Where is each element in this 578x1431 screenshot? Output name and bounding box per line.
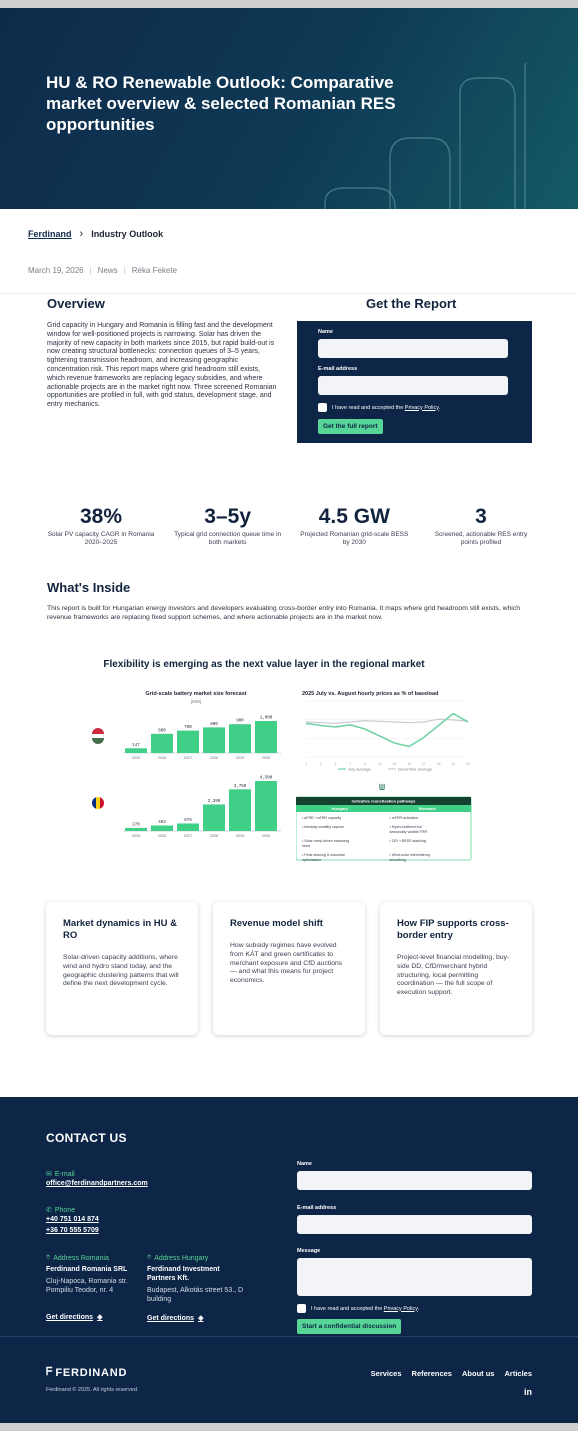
footer-nav — [371, 1369, 532, 1378]
tick-label: 11 — [377, 762, 382, 766]
email-label: E-mail address — [297, 1205, 337, 1211]
whats-inside-text: This report is built for Hungarian energy investors and developers evaluating cross-border entry into Romania. It maps where grid headroom still exists, which revenue frameworks are replacing fixed support schemes, and where actionable projects are in the market now. — [47, 605, 520, 621]
contact-form — [297, 1159, 532, 1334]
consent-text: I have read and accepted the Privacy Policy. — [311, 1305, 420, 1312]
divider — [0, 293, 578, 294]
browser-bottom-bar — [0, 1423, 578, 1431]
bar — [203, 727, 225, 753]
data-label: 493 — [158, 821, 166, 826]
get-report-button[interactable]: Get the full report — [318, 419, 383, 434]
nav-references[interactable]: References — [411, 1369, 452, 1378]
tick-label: 2026 — [157, 756, 167, 760]
stat-item — [173, 505, 283, 547]
email-input[interactable] — [318, 376, 508, 395]
table-cell: smoothing — [389, 858, 407, 862]
name-label: Name — [297, 1161, 312, 1167]
company-address: Budapest, Alkotás street 53., D building — [147, 1287, 244, 1303]
feature-card — [46, 902, 198, 1035]
data-label: 900 — [236, 719, 244, 724]
meta-divider: | — [89, 266, 92, 275]
stat-label: Screened, actionable RES entry points profiled — [434, 531, 528, 546]
privacy-policy-link[interactable]: Privacy Policy — [383, 1305, 418, 1312]
price-chart-and-table — [296, 683, 476, 863]
card-text: How subsidy regimes have evolved from KÁT and green certificates to merchant exposure and CfD auctions — and what this means for project economics. — [230, 942, 343, 985]
flag-stripe — [92, 738, 104, 744]
bar — [151, 734, 173, 753]
logo-mark-icon: ᗯ — [379, 783, 385, 792]
phone-icon: ✆ — [46, 1207, 52, 1214]
table-cell: • Wind-solar intermittency — [389, 853, 431, 857]
data-label: 278 — [132, 823, 140, 828]
data-label: 4,500 — [259, 776, 273, 781]
address-romania-block — [46, 1254, 141, 1321]
bar — [255, 781, 277, 831]
location-pin-icon: ⌾ — [147, 1254, 152, 1261]
bar — [177, 731, 199, 753]
address-label: ⌾ Address Hungary — [147, 1254, 209, 1262]
table-cell: • mFRR activation — [389, 816, 419, 820]
data-label: 147 — [132, 743, 140, 748]
consent-text: I have read and accepted the Privacy Policy. — [332, 404, 441, 411]
stat-value: 3–5y — [204, 505, 252, 528]
stat-value: 4.5 GW — [318, 505, 390, 528]
consent-checkbox[interactable] — [297, 1304, 306, 1313]
romania-flag-icon — [92, 797, 104, 809]
data-label: 600 — [158, 729, 166, 734]
contact-email-input[interactable] — [297, 1215, 532, 1234]
chevron-right-icon: › — [79, 228, 84, 240]
table-title: Indicative monetisation pathways — [351, 798, 416, 804]
company-address: Cluj-Napoca, Romania str. Pompiliu Teodor, nr. 4 — [46, 1278, 128, 1294]
feature-card — [213, 902, 365, 1035]
footer-divider — [0, 1336, 578, 1337]
bar — [151, 826, 173, 831]
company-name: Ferdinand Investment Partners Kft. — [147, 1266, 220, 1282]
tick-label: 2025 — [131, 834, 141, 838]
contact-email-block — [46, 1170, 148, 1189]
legend-label: December average — [398, 766, 433, 772]
article-meta — [28, 266, 177, 275]
table-cell: seasonally volatile FRR — [389, 830, 428, 834]
article-author: Réka Fekete — [131, 266, 178, 275]
meta-divider: | — [123, 266, 126, 275]
nav-articles[interactable]: Articles — [504, 1369, 532, 1378]
name-input[interactable] — [318, 339, 508, 358]
card-title: How FIP supports cross-border entry — [397, 918, 509, 941]
table-cell: • Peak shaving & industrial — [302, 853, 345, 857]
contact-section — [0, 1097, 578, 1423]
flag-stripe — [92, 728, 104, 734]
tick-label: 19 — [436, 762, 441, 766]
hero-banner — [0, 8, 578, 209]
contact-phone-block — [46, 1206, 99, 1236]
ferdinand-logo[interactable]: ᖴ FERDINAND — [46, 1366, 128, 1379]
article-date: March 19, 2026 — [28, 266, 84, 275]
chart-title: Grid-scale battery market size forecast — [145, 691, 247, 697]
bar — [255, 721, 277, 753]
page-content — [0, 209, 578, 1097]
breadcrumb-current: Industry Outlook — [91, 229, 164, 239]
bar — [125, 828, 147, 831]
company-name: Ferdinand Romania SRL — [46, 1266, 128, 1273]
stat-item — [46, 505, 156, 547]
card-text: Solar-driven capacity additions, where wind and hydro stand today, and the geographic clustering patterns that will define the next development cycle. — [63, 954, 179, 988]
breadcrumb — [28, 228, 163, 240]
table-cell: optimisation — [302, 858, 322, 862]
data-label: 1,000 — [259, 716, 273, 721]
tick-label: 15 — [407, 762, 412, 766]
address-label: ⌾ Address Romania — [46, 1254, 109, 1262]
bar — [229, 724, 251, 753]
data-label: 2,390 — [207, 799, 221, 804]
email-label: E-mail address — [318, 366, 358, 372]
table-cell: • Intraday volatility capture — [302, 825, 345, 829]
address-hungary-block — [147, 1254, 247, 1322]
feature-card — [380, 902, 532, 1035]
report-form — [297, 321, 532, 443]
nav-services[interactable]: Services — [370, 1369, 402, 1378]
name-label: Name — [318, 329, 333, 335]
directions-icon: ◈ — [97, 1314, 103, 1321]
tick-label: 21 — [451, 762, 456, 766]
overview-heading: Overview — [47, 296, 105, 311]
message-label: Message — [297, 1248, 321, 1254]
data-label: 3,750 — [233, 784, 247, 789]
contact-heading: CONTACT US — [46, 1131, 127, 1145]
table-cell: • CfD + BESS stacking — [389, 839, 426, 843]
logo-mark-icon: ᖴ — [46, 1366, 54, 1378]
phone-link[interactable]: +36 70 555 5709 — [46, 1227, 99, 1234]
table-header-bar — [296, 805, 471, 812]
legend-label: July average — [348, 766, 371, 772]
stat-label: Solar PV capacity CAGR in Romania 2020–2025 — [47, 531, 155, 546]
article-category: News — [97, 266, 118, 275]
phone-label: ✆ Phone — [46, 1206, 76, 1214]
tick-label: 7 — [349, 762, 352, 766]
table-header: Hungary — [331, 806, 348, 811]
phone-link[interactable]: +40 751 014 874 — [46, 1216, 99, 1223]
tick-label: 2027 — [183, 756, 193, 760]
bar — [203, 804, 225, 831]
hero-decoration-graphic — [300, 63, 578, 209]
table-header: Romania — [418, 806, 436, 811]
tick-label: 2028 — [209, 756, 219, 760]
table-cell: • Solar ramp-driven balancing — [302, 839, 350, 843]
flag-stripe — [96, 797, 100, 809]
mail-icon: ✉ — [46, 1171, 52, 1178]
chart-title: 2025 July vs. August hourly prices as % of baseload — [302, 691, 439, 697]
battery-bar-charts — [90, 683, 290, 843]
table-cell: need — [302, 844, 310, 848]
report-form-heading: Get the Report — [366, 296, 457, 311]
consent-checkbox[interactable] — [318, 403, 327, 412]
data-label: 678 — [184, 818, 192, 823]
directions-icon: ◈ — [198, 1315, 204, 1322]
linkedin-icon[interactable]: in — [524, 1387, 532, 1397]
tick-label: 2029 — [235, 834, 245, 838]
page-title: HU & RO Renewable Outlook: Comparative market overview & selected Romanian RES opportunities — [46, 73, 396, 134]
flexibility-heading: Flexibility is emerging as the next value layer in the regional market — [103, 659, 425, 670]
contact-name-input[interactable] — [297, 1171, 532, 1190]
start-discussion-button[interactable]: Start a confidential discussion — [297, 1319, 401, 1334]
location-pin-icon: ⌾ — [46, 1254, 51, 1261]
bar — [229, 789, 251, 831]
email-label: ✉ E-mail — [46, 1170, 75, 1178]
data-label: 700 — [184, 726, 192, 731]
consent-row — [318, 403, 511, 412]
data-label: 800 — [210, 722, 218, 727]
consent-row — [297, 1304, 532, 1313]
tick-label: 2030 — [261, 834, 271, 838]
bar — [125, 748, 147, 753]
nav-about[interactable]: About us — [461, 1369, 495, 1378]
card-text: Project-level financial modelling, buy-side DD, CfD/merchant hybrid structuring, local permitting coordination — the full scope of execution support. — [397, 954, 510, 997]
tick-label: 2030 — [261, 756, 271, 760]
chart-ylabel: [MW] — [190, 699, 202, 704]
stat-item — [299, 505, 409, 547]
table-cell: • aFRR / mFRR capacity — [302, 816, 342, 820]
bar — [177, 823, 199, 831]
message-textarea[interactable] — [297, 1258, 532, 1296]
tick-label: 23 — [466, 762, 470, 766]
stat-value: 38% — [79, 505, 123, 528]
tick-label: 2026 — [157, 834, 167, 838]
tick-label: 2025 — [131, 756, 141, 760]
feature-cards — [46, 902, 532, 1035]
tick-label: 2027 — [183, 834, 193, 838]
email-link[interactable]: office@ferdinandpartners.com — [46, 1180, 148, 1187]
overview-text: Grid capacity in Hungary and Romania is filling fast and the development window for well-positioned projects is narrowing. Solar has driven the majority of new capacity in both markets since 2015, but rapid build-out is now creating structural bottlenecks: connection queues of 3–5 years, tightening transmission headroom, and increasing geographic concentration risk. This report maps where grid headroom still exists, which revenue frameworks are replacing legacy subsidies, and where actionable projects are in the market right now. Three screened Romanian opportunities are profiled in full, with grid status, development stage, and entry mechanics. — [47, 322, 277, 409]
tick-label: 1 — [305, 762, 307, 766]
tick-label: 2029 — [235, 756, 245, 760]
browser-top-bar — [0, 0, 578, 8]
table-cell: • Hydro-buffered but — [389, 825, 422, 829]
tick-label: 2028 — [209, 834, 219, 838]
tick-label: 9 — [363, 762, 366, 766]
get-directions-link[interactable]: Get directions ◈ — [147, 1314, 204, 1322]
tick-label: 3 — [319, 762, 322, 766]
card-title: Revenue model shift — [230, 918, 323, 929]
get-directions-link[interactable]: Get directions ◈ — [46, 1313, 103, 1321]
hungary-flag-icon — [92, 728, 104, 744]
tick-label: 5 — [334, 762, 337, 766]
privacy-policy-link[interactable]: Privacy Policy — [404, 404, 439, 411]
copyright-text: Ferdinand © 2025. All rights reserved. — [46, 1387, 139, 1393]
breadcrumb-home-link[interactable]: Ferdinand — [28, 229, 72, 239]
whats-inside-heading: What's Inside — [47, 580, 131, 595]
stat-value: 3 — [475, 505, 487, 528]
series-line — [306, 714, 468, 747]
tick-label: 13 — [392, 762, 397, 766]
stat-label: Typical grid connection queue time in both markets — [174, 531, 282, 546]
tick-label: 17 — [421, 762, 426, 766]
stats-row — [46, 505, 536, 547]
stat-label: Projected Romanian grid-scale BESS by 2030 — [300, 531, 409, 546]
card-title: Market dynamics in HU & RO — [63, 918, 178, 941]
stat-item — [426, 505, 536, 547]
